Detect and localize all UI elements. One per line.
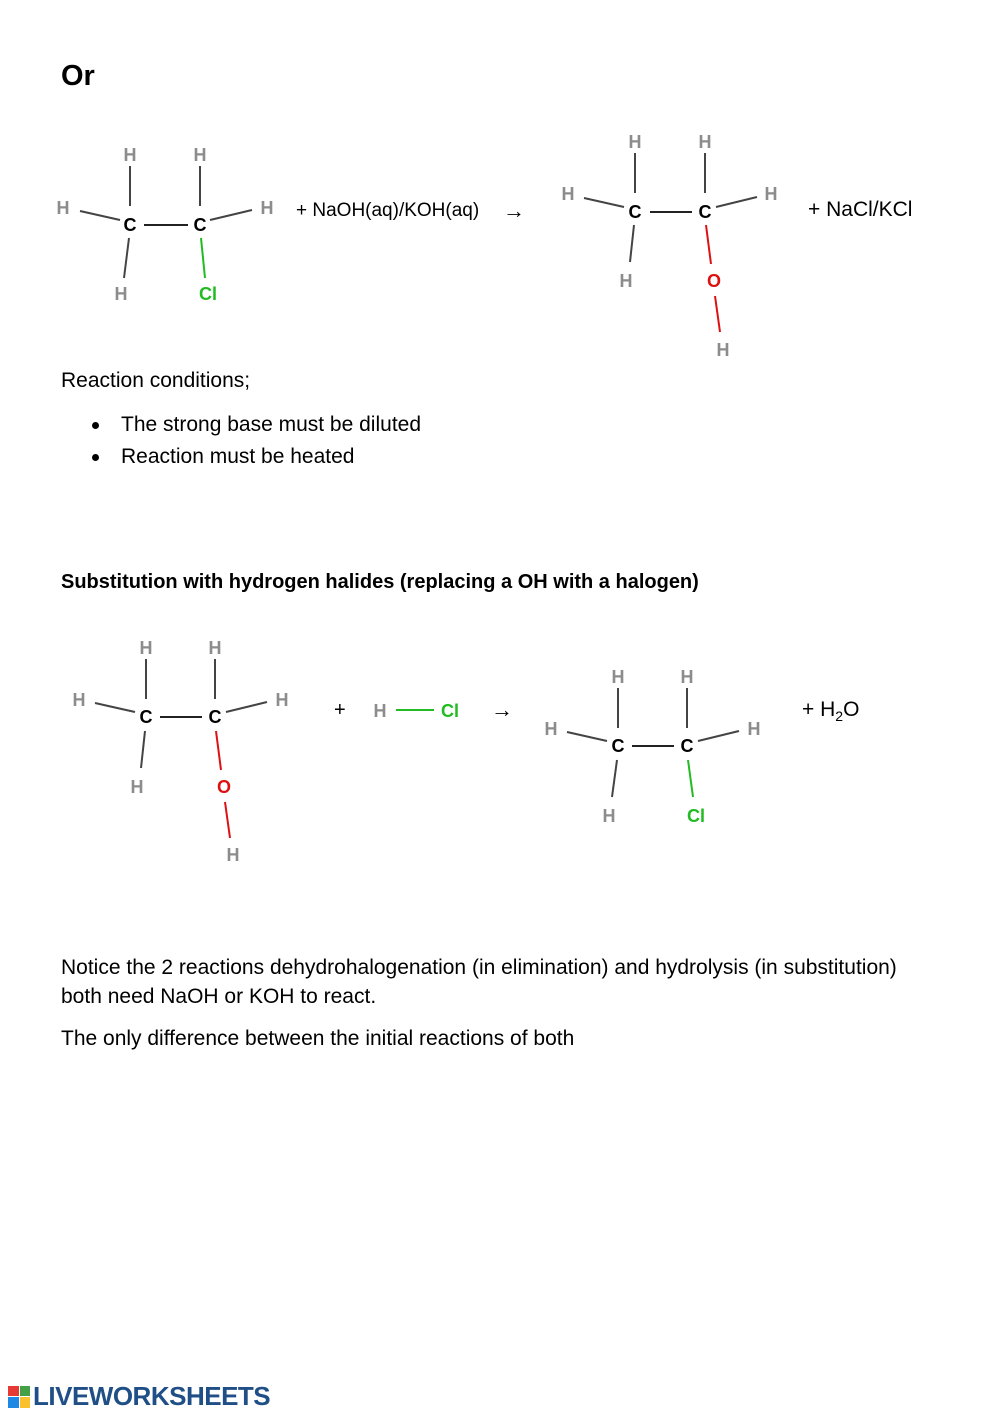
water-subscript: 2 <box>835 708 844 725</box>
atom-h: H <box>747 719 761 739</box>
atom-h: H <box>72 690 86 710</box>
ethanol-reactant <box>73 638 289 865</box>
atom-c: C <box>680 736 694 756</box>
atom-c: C <box>698 202 712 222</box>
atom-c: C <box>208 707 222 727</box>
byproduct-water <box>802 698 859 724</box>
atom-h: H <box>602 806 616 826</box>
condition-item: Reaction must be heated <box>89 442 421 474</box>
note-paragraph-2: The only difference between the initial reactions of both <box>61 1027 575 1050</box>
logo-mark-icon <box>8 1386 30 1408</box>
note-paragraph-1: Notice the 2 reactions dehydrohalogenation (in elimination) and hydrolysis (in substitution) both need NaOH or KOH to react. <box>61 956 897 1008</box>
plus-sign: + <box>334 699 346 721</box>
atom-h: H <box>628 132 642 152</box>
atom-h: H <box>139 638 153 658</box>
conditions-title: Reaction conditions; <box>61 369 251 392</box>
atom-h: H <box>130 777 144 797</box>
atom-o: O <box>706 271 722 291</box>
atom-h: H <box>275 690 289 710</box>
atom-h: H <box>680 667 694 687</box>
atom-cl: Cl <box>199 284 217 304</box>
atom-o: O <box>216 777 232 797</box>
atom-h: H <box>764 184 778 204</box>
chloroethane-product <box>545 667 761 826</box>
atom-cl: Cl <box>441 701 459 721</box>
conditions-list <box>89 410 421 474</box>
reaction-arrow: → <box>503 198 525 223</box>
atom-h: H <box>619 271 633 291</box>
atom-h: H <box>193 145 207 165</box>
atom-h: H <box>373 701 387 721</box>
atom-c: C <box>123 215 137 235</box>
atom-h: H <box>123 145 137 165</box>
reagent-naoh-koh: + NaOH(aq)/KOH(aq) <box>296 200 480 221</box>
atom-c: C <box>628 202 642 222</box>
atom-h: H <box>208 638 222 658</box>
atom-c: C <box>139 707 153 727</box>
atom-h: H <box>611 667 625 687</box>
hydrogen-chloride <box>374 701 460 721</box>
section-heading-substitution: Substitution with hydrogen halides (replacing a OH with a halogen) <box>61 571 699 593</box>
atom-h: H <box>561 184 575 204</box>
atom-h: H <box>698 132 712 152</box>
atom-h: H <box>114 284 128 304</box>
atom-cl: Cl <box>687 806 705 826</box>
water-prefix: + H <box>802 698 836 721</box>
chloroethane-reactant <box>57 145 274 304</box>
heading-or: Or <box>61 60 95 92</box>
atom-c: C <box>611 736 625 756</box>
atom-h: H <box>544 719 558 739</box>
liveworksheets-logo[interactable] <box>8 1381 270 1412</box>
water-suffix: O <box>843 698 860 721</box>
atom-h: H <box>226 845 240 865</box>
atom-c: C <box>193 215 207 235</box>
logo-text: LIVEWORKSHEETS <box>33 1381 271 1411</box>
condition-item: The strong base must be diluted <box>89 410 421 442</box>
ethanol-product <box>562 132 778 360</box>
byproduct-nacl-kcl: + NaCl/KCl <box>808 198 913 221</box>
reaction-arrow: → <box>491 697 513 722</box>
atom-h: H <box>716 340 730 360</box>
atom-h: H <box>260 198 274 218</box>
atom-h: H <box>56 198 70 218</box>
